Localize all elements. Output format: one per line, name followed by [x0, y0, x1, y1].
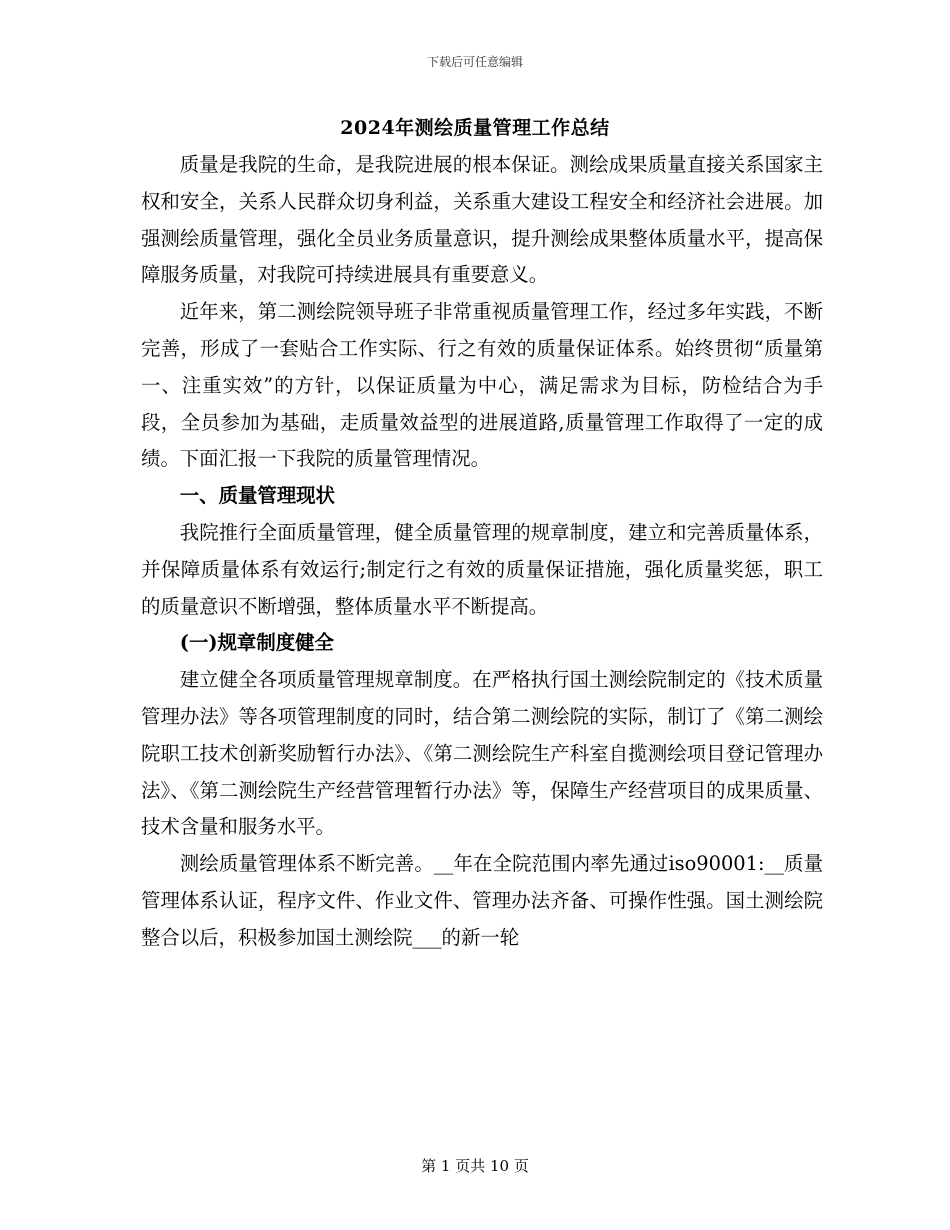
paragraph-quality-system: 测绘质量管理体系不断完善。__年在全院范围内率先通过iso90001:__质量管理体系认证，程序文件、作业文件、管理办法齐备、可操作性强。国土测绘院整合以后，积极参加国土测绘院___的新一轮	[141, 852, 823, 949]
paragraph-intro: 质量是我院的生命，是我院进展的根本保证。测绘成果质量直接关系国家主权和安全，关系人民群众切身利益，关系重大建设工程安全和经济社会进展。加强测绘质量管理，强化全员业务质量意识，提升测绘成果整体质量水平，提高保障服务质量，对我院可持续进展具有重要意义。	[141, 153, 823, 287]
page-header-note: 下载后可任意编辑	[426, 55, 523, 69]
paragraph-regulations: 建立健全各项质量管理规章制度。在严格执行国土测绘院制定的《技术质量管理办法》等各项管理制度的同时，结合第二测绘院的实际，制订了《第二测绘院职工技术创新奖励暂行办法》、《第二测绘院生产科室自揽测绘项目登记管理办法》、《第二测绘院生产经营管理暂行办法》等，保障生产经营项目的成果质量、技术含量和服务水平。	[141, 668, 823, 839]
section-heading: 一、质量管理现状	[179, 484, 335, 508]
paragraph-background: 近年来，第二测绘院领导班子非常重视质量管理工作，经过多年实践，不断完善，形成了一套贴合工作实际、行之有效的质量保证体系。始终贯彻“质量第一、注重实效”的方针，以保证质量为中心，满足需求为目标，防检结合为手段，全员参加为基础，走质量效益型的进展道路,质量管理工作取得了一定的成绩。下面汇报一下我院的质量管理情况。	[141, 300, 823, 471]
document-title: 2024年测绘质量管理工作总结	[340, 117, 610, 139]
paragraph-section-summary: 我院推行全面质量管理，健全质量管理的规章制度，建立和完善质量体系，并保障质量体系有效运行;制定行之有效的质量保证措施，强化质量奖惩，职工的质量意识不断增强，整体质量水平不断提高。	[141, 520, 823, 618]
document-body	[141, 147, 823, 957]
subsection-heading: (一)规章制度健全	[179, 631, 334, 655]
page-number: 第 1 页共 10 页	[421, 1157, 529, 1175]
